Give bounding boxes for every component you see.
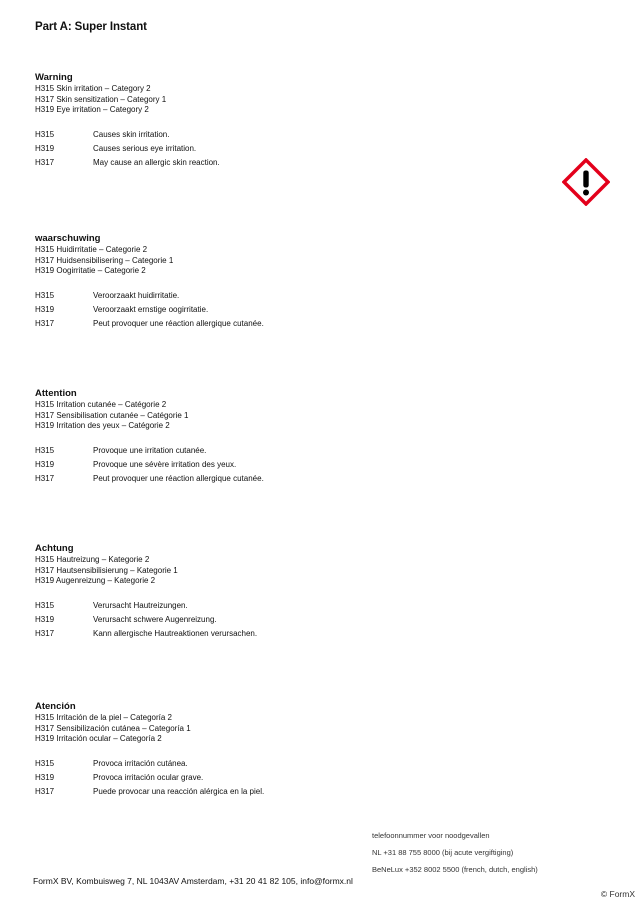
hazard-code: H315 bbox=[35, 600, 55, 610]
hazard-code: H317 bbox=[35, 473, 55, 483]
hazard-text: Peut provoquer une réaction allergique cutanée. bbox=[93, 473, 264, 483]
hazard-statements bbox=[35, 757, 335, 799]
hazard-code: H317 bbox=[35, 628, 55, 638]
hazard-code: H319 bbox=[35, 614, 55, 624]
section-french bbox=[35, 387, 335, 486]
hazard-code: H319 bbox=[35, 304, 55, 314]
hazard-category: H317 Sensibilización cutánea – Categoría 1 bbox=[35, 723, 191, 733]
signal-word: Warning bbox=[35, 72, 73, 83]
hazard-code: H315 bbox=[35, 758, 55, 768]
signal-word: waarschuwing bbox=[35, 233, 101, 244]
hazard-category: H315 Irritation cutanée – Catégorie 2 bbox=[35, 400, 167, 409]
hazard-statement bbox=[35, 472, 335, 486]
hazard-category: H315 Huidirritatie – Categorie 2 bbox=[35, 245, 148, 254]
hazard-category: H317 Huidsensibilisering – Categorie 1 bbox=[35, 255, 174, 265]
hazard-statement bbox=[35, 156, 335, 170]
hazard-text: May cause an allergic skin reaction. bbox=[93, 157, 220, 167]
hazard-code: H319 bbox=[35, 143, 55, 153]
hazard-statement bbox=[35, 613, 335, 627]
hazard-code: H317 bbox=[35, 786, 55, 796]
hazard-category: H317 Sensibilisation cutanée – Catégorie 1 bbox=[35, 410, 189, 420]
hazard-statement bbox=[35, 128, 335, 142]
hazard-statement bbox=[35, 785, 335, 799]
hazard-text: Veroorzaakt ernstige oogirritatie. bbox=[93, 304, 209, 314]
hazard-statement bbox=[35, 627, 335, 641]
section-dutch bbox=[35, 232, 335, 331]
hazard-text: Provoca irritación cutánea. bbox=[93, 758, 188, 768]
hazard-text: Kann allergische Hautreaktionen verursachen. bbox=[93, 628, 258, 638]
hazard-text: Causes skin irritation. bbox=[93, 129, 170, 139]
hazard-text: Verursacht Hautreizungen. bbox=[93, 600, 188, 610]
hazard-code: H319 bbox=[35, 772, 55, 782]
hazard-category: H319 Augenreizung – Kategorie 2 bbox=[35, 576, 156, 585]
hazard-text: Provoca irritación ocular grave. bbox=[93, 772, 204, 782]
hazard-category: H319 Irritation des yeux – Catégorie 2 bbox=[35, 421, 170, 430]
hazard-text: Provoque une irritation cutanée. bbox=[93, 445, 207, 455]
hazard-code: H315 bbox=[35, 129, 55, 139]
signal-word: Attention bbox=[35, 388, 77, 399]
section-german bbox=[35, 542, 335, 641]
ghs07-exclamation-mark-icon bbox=[562, 158, 610, 206]
hazard-statements bbox=[35, 599, 335, 641]
emergency-contact bbox=[372, 828, 538, 878]
signal-word: Achtung bbox=[35, 543, 74, 554]
hazard-code: H317 bbox=[35, 318, 55, 328]
hazard-code: H315 bbox=[35, 290, 55, 300]
emergency-phone-nl: NL +31 88 755 8000 (bij acute vergiftiging) bbox=[372, 848, 514, 857]
hazard-statement bbox=[35, 142, 335, 156]
section-english bbox=[35, 71, 335, 170]
emergency-phone-benelux: BeNeLux +352 8002 5500 (french, dutch, english) bbox=[372, 865, 538, 874]
hazard-statement bbox=[35, 289, 335, 303]
hazard-category: H319 Irritación ocular – Categoría 2 bbox=[35, 734, 162, 743]
hazard-statement bbox=[35, 757, 335, 771]
hazard-statement bbox=[35, 303, 335, 317]
hazard-text: Puede provocar una reacción alérgica en la piel. bbox=[93, 786, 265, 796]
hazard-category: H317 Skin sensitization – Category 1 bbox=[35, 94, 167, 104]
hazard-code: H317 bbox=[35, 157, 55, 167]
hazard-statement bbox=[35, 444, 335, 458]
hazard-statements bbox=[35, 128, 335, 170]
hazard-text: Peut provoquer une réaction allergique cutanée. bbox=[93, 318, 264, 328]
hazard-code: H315 bbox=[35, 445, 55, 455]
hazard-category: H315 Hautreizung – Kategorie 2 bbox=[35, 555, 150, 564]
hazard-statement bbox=[35, 317, 335, 331]
hazard-category: H319 Eye irritation – Category 2 bbox=[35, 105, 149, 114]
hazard-text: Veroorzaakt huidirritatie. bbox=[93, 290, 180, 300]
hazard-statements bbox=[35, 444, 335, 486]
emergency-title: telefoonnummer voor noodgevallen bbox=[372, 831, 490, 840]
hazard-statement bbox=[35, 458, 335, 472]
document-title: Part A: Super Instant bbox=[35, 21, 147, 33]
copyright-notice: © FormX bbox=[600, 889, 635, 899]
hazard-text: Provoque une sévère irritation des yeux. bbox=[93, 459, 237, 469]
section-spanish bbox=[35, 700, 335, 799]
hazard-code: H319 bbox=[35, 459, 55, 469]
hazard-category: H317 Hautsensibilisierung – Kategorie 1 bbox=[35, 565, 178, 575]
hazard-text: Verursacht schwere Augenreizung. bbox=[93, 614, 217, 624]
hazard-category: H319 Oogirritatie – Categorie 2 bbox=[35, 266, 146, 275]
hazard-text: Causes serious eye irritation. bbox=[93, 143, 197, 153]
hazard-statement bbox=[35, 771, 335, 785]
company-footer: FormX BV, Kombuisweg 7, NL 1043AV Amsterdam, +31 20 41 82 105, info@formx.nl bbox=[33, 876, 353, 886]
hazard-category: H315 Irritación de la piel – Categoría 2 bbox=[35, 713, 172, 722]
hazard-statement bbox=[35, 599, 335, 613]
hazard-statements bbox=[35, 289, 335, 331]
signal-word: Atención bbox=[35, 701, 76, 712]
hazard-category: H315 Skin irritation – Category 2 bbox=[35, 84, 151, 93]
